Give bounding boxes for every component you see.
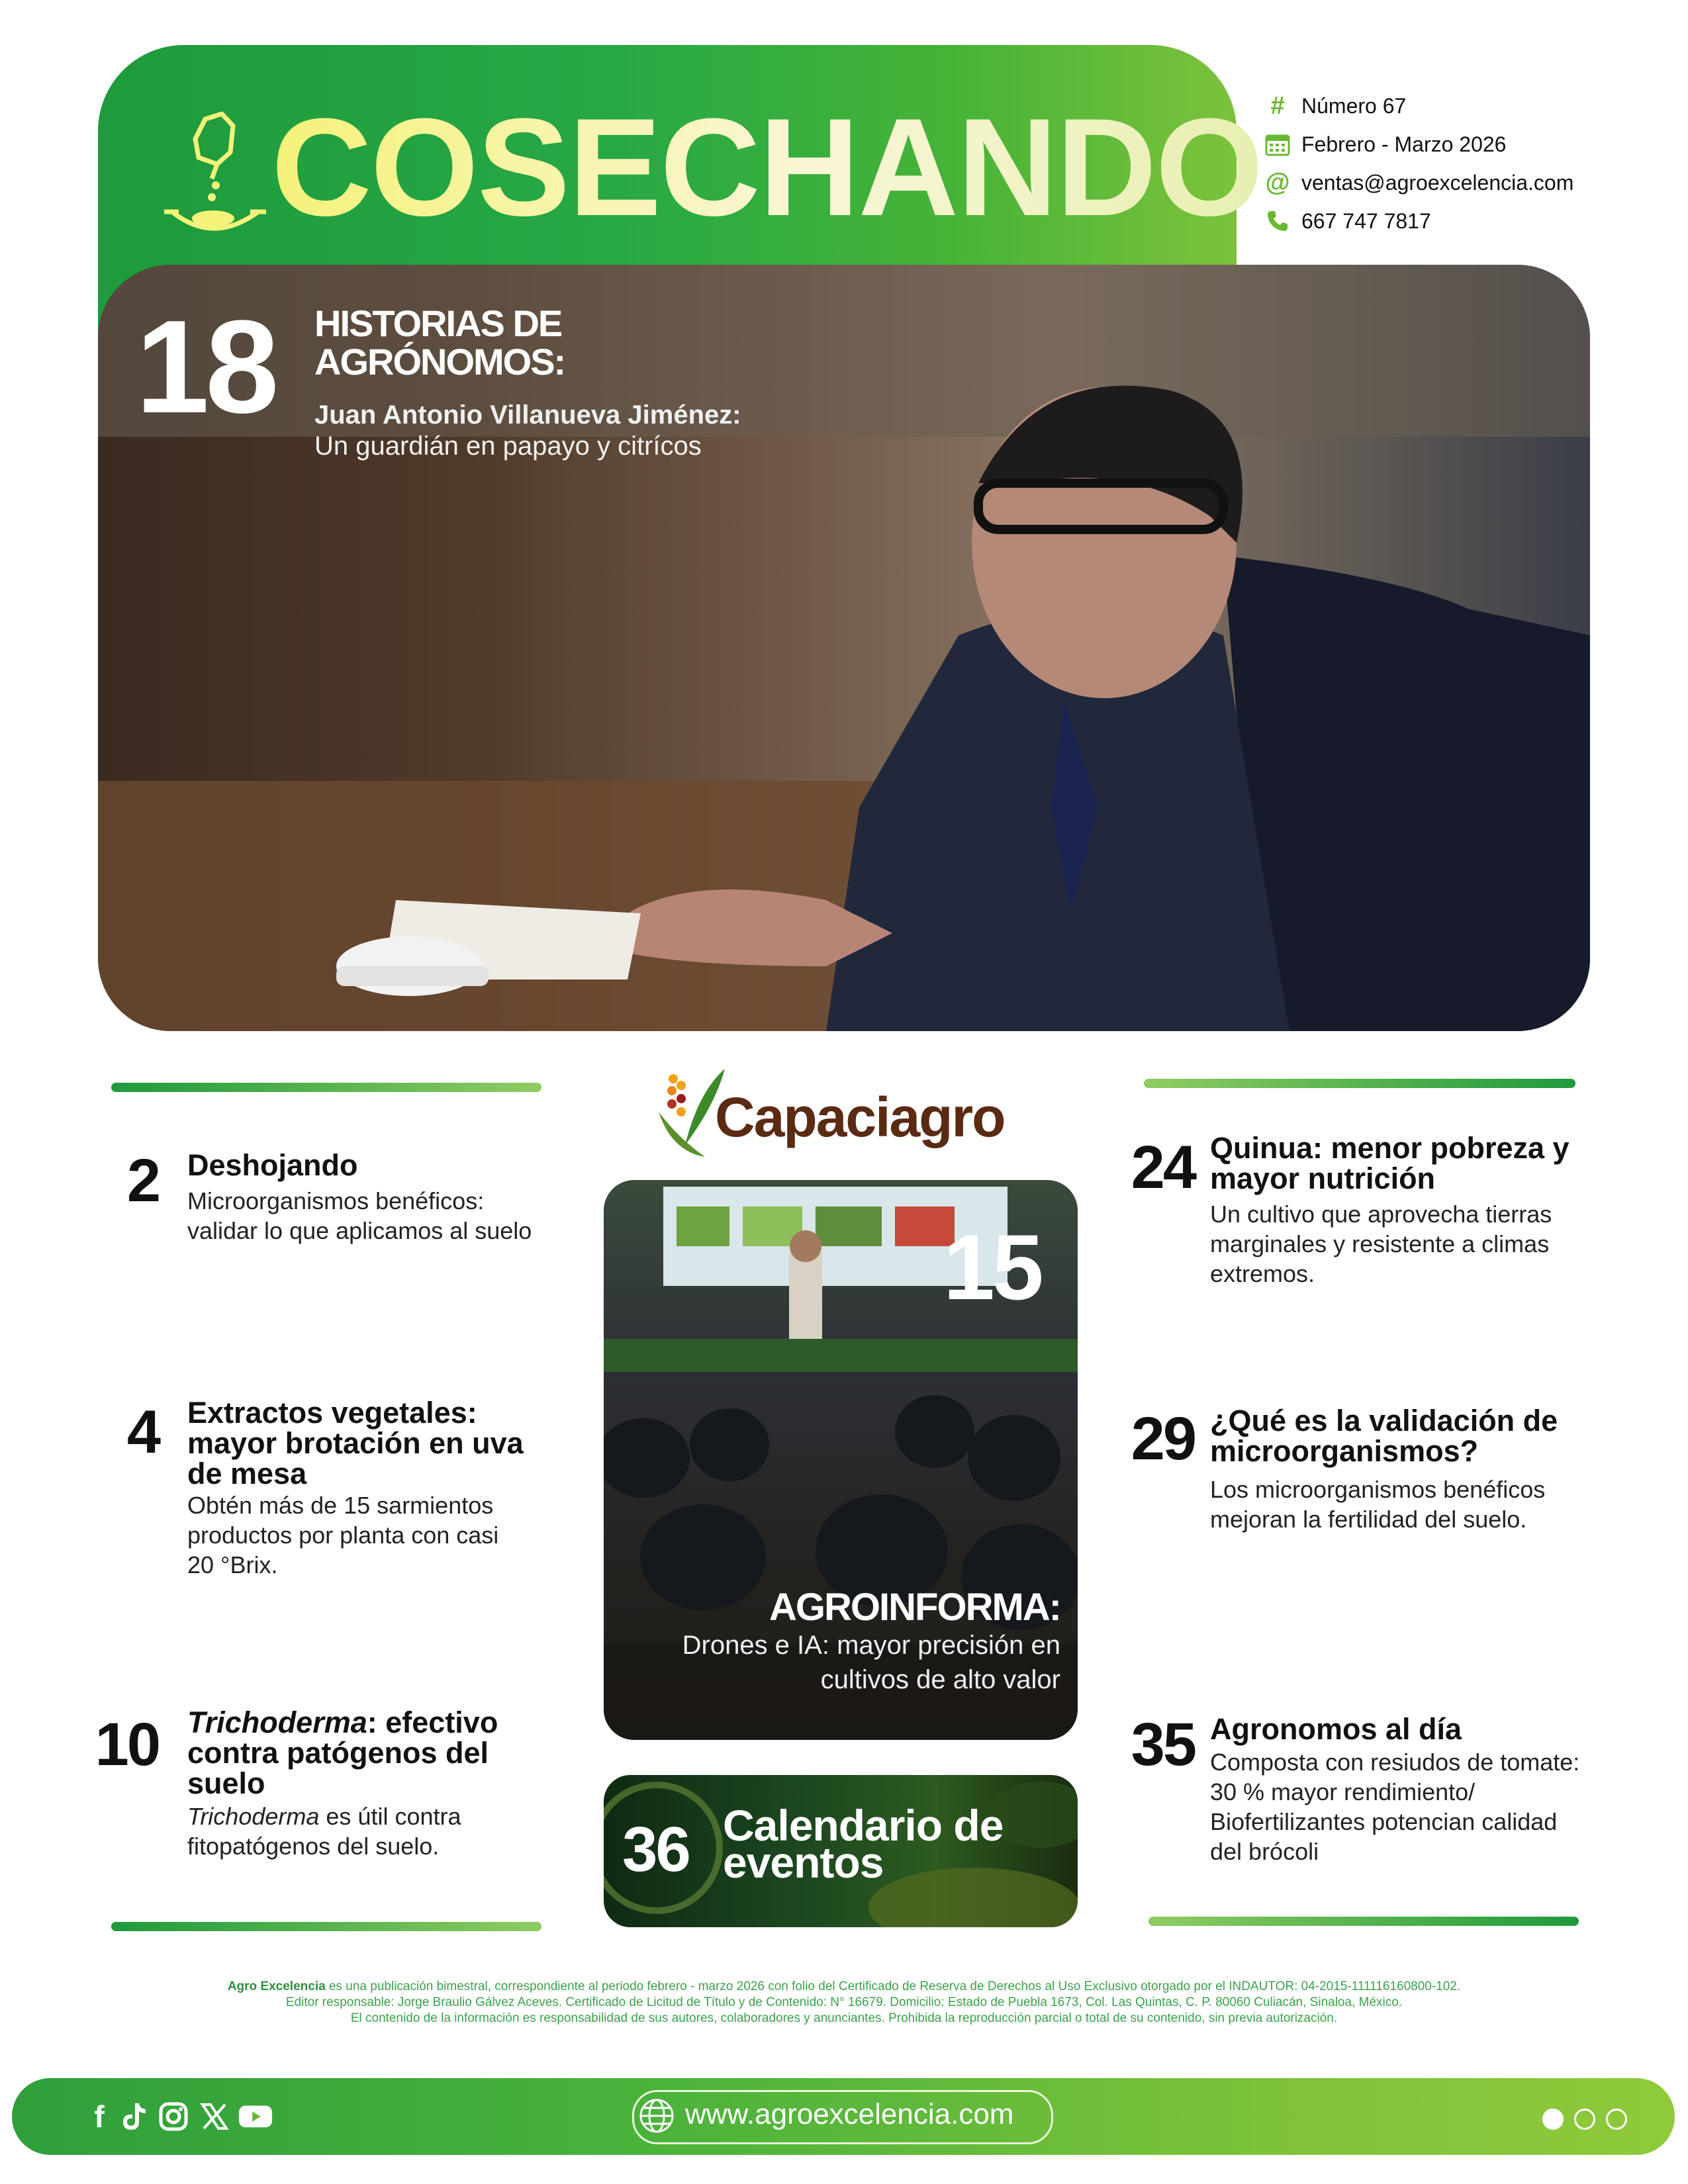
calendar-page-number: 36 <box>622 1814 689 1885</box>
toc-description: Microorganismos benéficos: validar lo que aplicamos al suelo <box>187 1187 532 1244</box>
contact-phone[interactable]: 667 747 7817 <box>1263 208 1431 234</box>
toc-title[interactable]: Extractos vegetales: mayor brotación en uva de mesa <box>187 1396 524 1490</box>
divider-bottom-left <box>111 1922 541 1931</box>
legal-line-3: El contenido de la información es responsabilidad de sus autores, colaboradores y anunciantes. Prohibida la reproducción parcial o total de su contenido, sin previa autorización. <box>350 2011 1338 2025</box>
calendar-icon <box>1263 131 1292 158</box>
cover-story-description: Un guardián en papayo y citrícos <box>314 432 702 461</box>
page-indicator-dot-active <box>1542 2109 1564 2130</box>
divider-top-left <box>111 1083 541 1092</box>
phone-icon <box>1263 208 1292 234</box>
hash-icon: # <box>1270 91 1285 120</box>
toc-title[interactable]: ¿Qué es la validación de microorganismos? <box>1210 1404 1558 1468</box>
issue-period: Febrero - Marzo 2026 <box>1263 131 1506 158</box>
toc-title[interactable]: Quinua: menor pobreza y mayor nutrición <box>1210 1131 1570 1195</box>
capaciagro-wordmark: Capaciagro <box>715 1086 1005 1148</box>
toc-description: Composta con resiudos de tomate: 30 % mayor rendimiento/ Biofertilizantes potencian calidad del brócoli <box>1210 1749 1580 1865</box>
toc-description: Trichoderma es útil contra fitopatógenos del suelo. <box>187 1803 461 1860</box>
toc-title[interactable]: Agronomos al día <box>1210 1712 1462 1746</box>
youtube-icon[interactable] <box>238 2099 273 2134</box>
at-icon: @ <box>1265 168 1290 197</box>
toc-page-number: 29 <box>1131 1405 1195 1473</box>
agroinforma-description: Drones e IA: mayor precisión en cultivos de alto valor <box>682 1631 1060 1694</box>
toc-page-number: 10 <box>95 1711 159 1778</box>
cover-story-kicker: HISTORIAS DE AGRÓNOMOS: <box>314 302 565 383</box>
hand-seed-icon <box>159 106 271 238</box>
toc-description: Los microorganismos benéficos mejoran la fertilidad del suelo. <box>1210 1476 1546 1533</box>
cover-story-name: Juan Antonio Villanueva Jiménez: <box>314 400 741 430</box>
divider-top-right <box>1144 1079 1575 1088</box>
agroinforma-kicker: AGROINFORMA: <box>769 1586 1060 1629</box>
x-icon[interactable] <box>197 2099 232 2134</box>
tiktok-icon[interactable] <box>117 2099 151 2134</box>
toc-page-number: 2 <box>126 1147 159 1214</box>
toc-description: Un cultivo que aprovecha tierras marginales y resistente a climas extremos. <box>1210 1201 1552 1287</box>
toc-page-number: 24 <box>1131 1134 1195 1201</box>
legal-notice <box>66 1979 1622 2026</box>
agroinforma-page-number: 15 <box>943 1215 1041 1319</box>
toc-page-number: 4 <box>126 1398 159 1466</box>
page-indicator-dot <box>1606 2109 1627 2130</box>
cover-story-page-number: 18 <box>136 293 275 441</box>
calendar-title: Calendario de eventos <box>723 1801 1004 1887</box>
facebook-icon[interactable]: f <box>94 2099 105 2134</box>
toc-title[interactable]: Trichoderma: efectivo contra patógenos del suelo <box>187 1706 498 1800</box>
page-indicator-dot <box>1574 2109 1595 2130</box>
toc-description: Obtén más de 15 sarmientos productos por planta con casi 20 °Brix. <box>187 1492 499 1578</box>
legal-line-1: Agro Excelencia es una publicación bimestral, correspondiente al periodo febrero - marzo 2026 con folio del Certificado de Reserva de Derechos al Uso Exclusivo otorgado por el INDAUTOR: 04-2015-111116160800-102. <box>227 1979 1461 1993</box>
instagram-icon[interactable] <box>156 2099 191 2134</box>
globe-icon <box>639 2098 675 2134</box>
legal-line-2: Editor responsable: Jorge Braulio Gálvez Aceves. Certificado de Licitud de Título y de Contenido: N° 16679. Domicilio: Estado de Puebla 1673, Col. Las Quintas, C. P. 80060 Culiacán, Sinaloa, México. <box>285 1995 1403 2009</box>
divider-bottom-right <box>1149 1917 1579 1926</box>
website-url: www.agroexcelencia.com <box>685 2098 1014 2130</box>
contact-email[interactable]: @ ventas@agroexcelencia.com <box>1263 169 1573 196</box>
toc-title[interactable]: Deshojando <box>187 1148 358 1182</box>
magazine-title: COSECHANDO <box>271 89 1262 245</box>
issue-number: # Número 67 <box>1263 93 1406 119</box>
toc-page-number: 35 <box>1131 1711 1195 1778</box>
